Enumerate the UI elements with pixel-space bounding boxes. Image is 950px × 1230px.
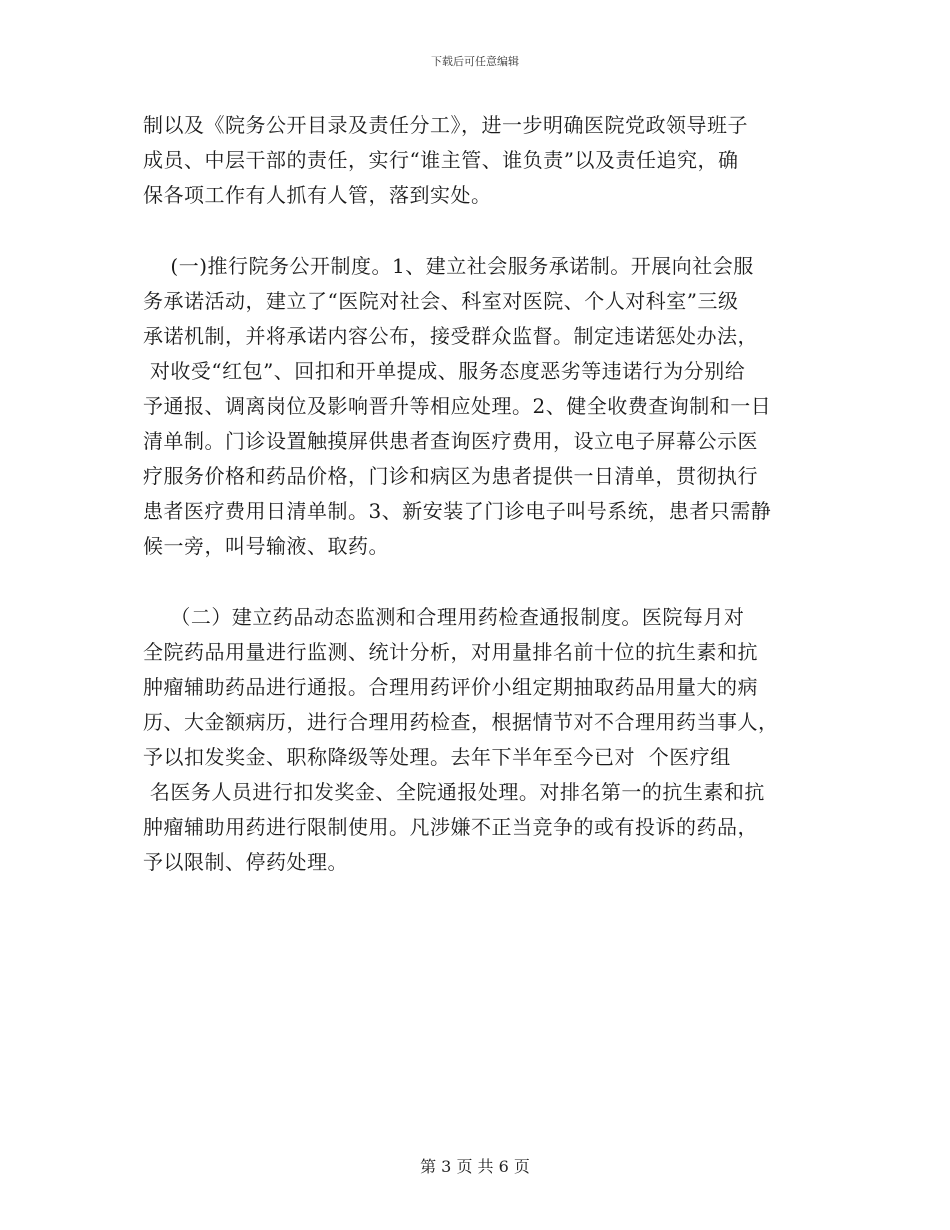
text-line: 对收受“红包”、回扣和开单提成、服务态度恶劣等违诺行为分别给 <box>143 359 746 383</box>
paragraph-2 <box>143 249 805 564</box>
text-line: 患者医疗费用日清单制。3、新安装了门诊电子叫号系统，患者只需静 <box>143 499 772 523</box>
text-line: 予通报、调离岗位及影响晋升等相应处理。2、健全收费查询制和一日 <box>143 394 772 418</box>
page-number: 第 3 页 共 6 页 <box>420 1157 530 1176</box>
paragraph-spacer <box>143 564 805 600</box>
text-line: (一)推行院务公开制度。1、建立社会服务承诺制。开展向社会服 <box>143 254 754 278</box>
text-line: 保各项工作有人抓有人管，落到实处。 <box>143 183 492 207</box>
paragraph-spacer <box>143 213 805 249</box>
paragraph-1 <box>143 108 805 213</box>
document-body <box>143 108 805 880</box>
paragraph-3 <box>143 600 805 880</box>
page-header: 下载后可任意编辑 <box>431 55 519 68</box>
text-line: 肿瘤辅助药品进行通报。合理用药评价小组定期抽取药品用量大的病 <box>143 675 758 699</box>
text-line: 候一旁，叫号输液、取药。 <box>143 534 389 558</box>
text-line: 予以限制、停药处理。 <box>143 850 348 874</box>
text-line: 疗服务价格和药品价格，门诊和病区为患者提供一日清单，贯彻执行 <box>143 464 758 488</box>
text-line: 承诺机制，并将承诺内容公布，接受群众监督。制定违诺惩处办法， <box>143 324 758 348</box>
text-line: 成员、中层干部的责任，实行“谁主管、谁负责”以及责任追究，确 <box>143 148 739 172</box>
text-line: （二）建立药品动态监测和合理用药检查通报制度。医院每月对 <box>143 605 745 629</box>
text-line: 名医务人员进行扣发奖金、全院通报处理。对排名第一的抗生素和抗 <box>143 780 765 804</box>
text-line: 务承诺活动，建立了“医院对社会、科室对医院、个人对科室”三级 <box>143 289 739 313</box>
text-line: 全院药品用量进行监测、统计分析，对用量排名前十位的抗生素和抗 <box>143 640 758 664</box>
text-line: 历、大金额病历，进行合理用药检查，根据情节对不合理用药当事人， <box>143 710 779 734</box>
text-line: 清单制。门诊设置触摸屏供患者查询医疗费用，设立电子屏幕公示医 <box>143 429 758 453</box>
text-line: 制以及《院务公开目录及责任分工》，进一步明确医院党政领导班子 <box>143 113 748 137</box>
text-line: 予以扣发奖金、职称降级等处理。去年下半年至今已对 个医疗组 <box>143 745 731 769</box>
text-line: 肿瘤辅助用药进行限制使用。凡涉嫌不正当竞争的或有投诉的药品， <box>143 815 758 839</box>
